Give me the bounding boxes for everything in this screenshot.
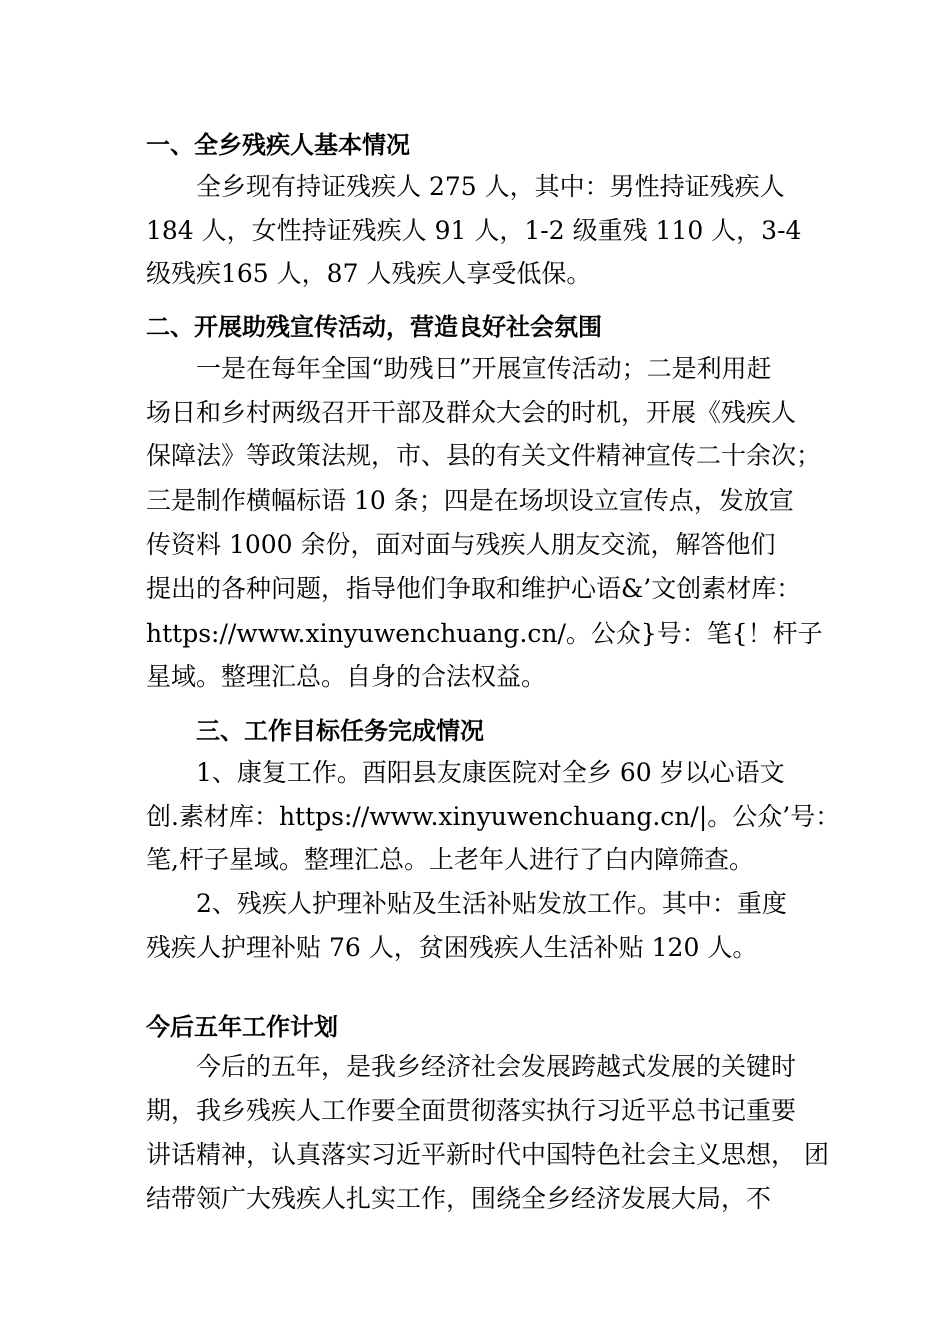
- paragraph-line: 结带领广大残疾人扎实工作，围绕全乡经济发展大局，不: [146, 1184, 772, 1213]
- paragraph-line: 今后的五年，是我乡经济社会发展跨越式发展的关键时: [196, 1052, 797, 1081]
- paragraph-line: 讲话精神，认真落实习近平新时代中国特色社会主义思想， 团: [146, 1140, 829, 1169]
- paragraph-line: 残疾人护理补贴 76 人，贫困残疾人生活补贴 120 人。: [146, 933, 758, 962]
- paragraph-line: 场日和乡村两级召开干部及群众大会的时机，开展《残疾人: [146, 398, 797, 427]
- paragraph-line: 三是制作横幅标语 10 条；四是在场坝设立宣传点，发放宣: [146, 486, 794, 515]
- paragraph-line: https://www.xinyuwenchuang.cn/。公众}号：笔{！杆子: [146, 619, 823, 648]
- paragraph-line: 期，我乡残疾人工作要全面贯彻落实执行习近平总书记重要: [146, 1096, 797, 1125]
- section-1-heading: 一、全乡残疾人基本情况: [146, 131, 410, 159]
- paragraph-line: 创.素材库：https://www.xinyuwenchuang.cn/|。公众’号：: [146, 802, 841, 831]
- section-4-heading: 今后五年工作计划: [146, 1013, 338, 1041]
- paragraph-line: 2、残疾人护理补贴及生活补贴发放工作。其中：重度: [196, 889, 787, 918]
- paragraph-line: 全乡现有持证残疾人 275 人，其中：男性持证残疾人: [196, 172, 785, 201]
- paragraph-line: 传资料 1000 余份，面对面与残疾人朋友交流，解答他们: [146, 530, 776, 559]
- paragraph-line: 保障法》等政策法规，市、县的有关文件精神宣传二十余次；: [146, 441, 822, 470]
- paragraph-line: 级残疾165 人，87 人残疾人享受低保。: [146, 259, 592, 288]
- paragraph-line: 184 人，女性持证残疾人 91 人，1-2 级重残 110 人，3-4: [146, 216, 802, 245]
- paragraph-line: 星域。整理汇总。自身的合法权益。: [146, 662, 547, 691]
- paragraph-line: 一是在每年全国“助残日”开展宣传活动；二是利用赶: [196, 354, 772, 383]
- paragraph-line: 提出的各种问题，指导他们争取和维护心语&’文创素材库：: [146, 574, 802, 603]
- paragraph-line: 笔,杆子星域。整理汇总。上老年人进行了白内障筛查。: [146, 845, 754, 874]
- section-2-heading: 二、开展助残宣传活动，营造良好社会氛围: [146, 313, 602, 341]
- section-3-heading: 三、工作目标任务完成情况: [196, 717, 484, 745]
- paragraph-line: 1、康复工作。酉阳县友康医院对全乡 60 岁以心语文: [196, 758, 785, 787]
